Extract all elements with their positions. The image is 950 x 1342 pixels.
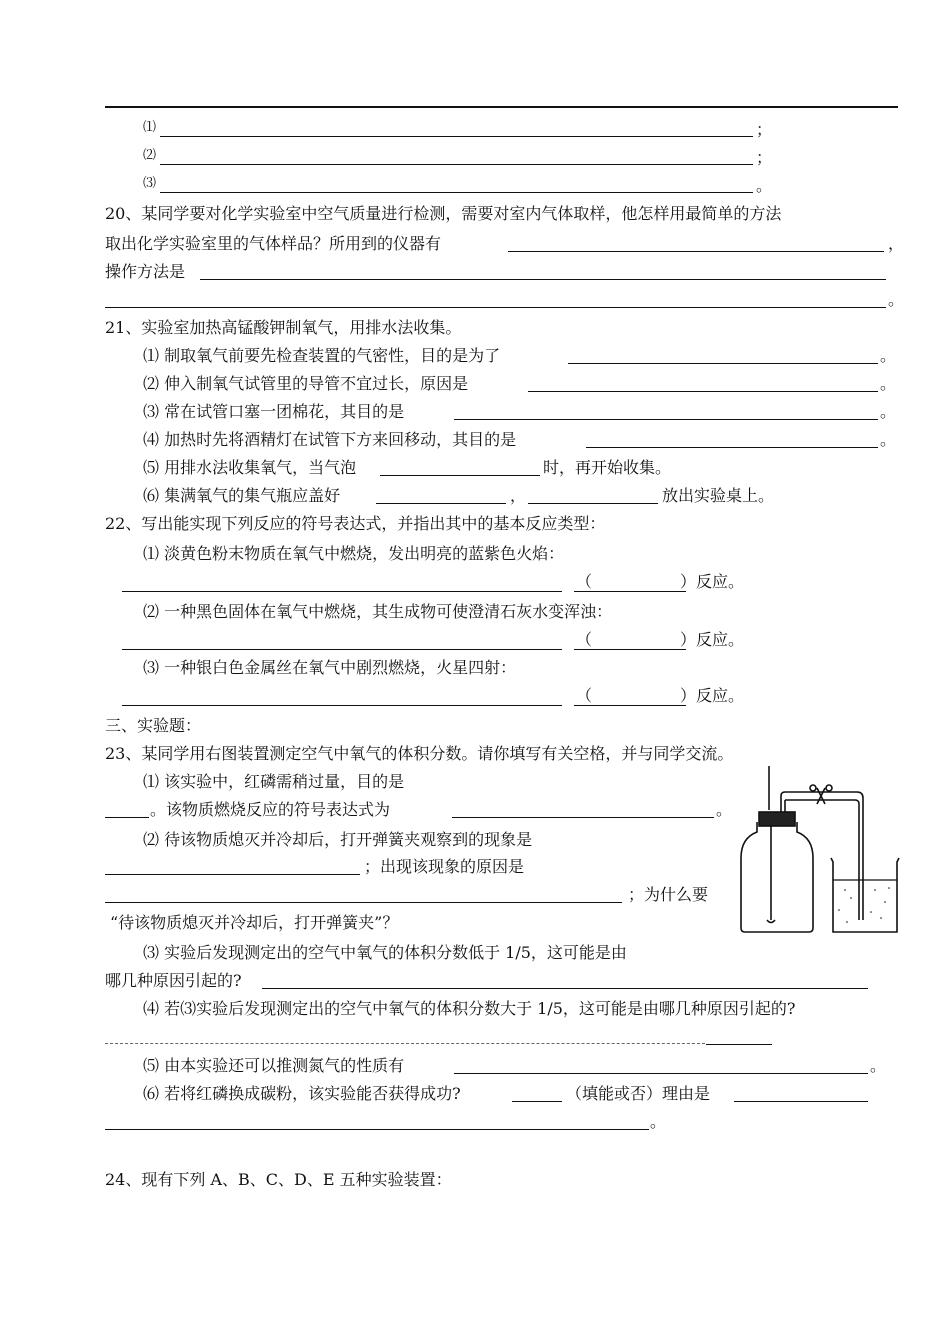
- q22-paren-close-3: ）反应。: [680, 686, 745, 705]
- q23-item-4: ⑷ 若⑶实验后发现测定出的空气中氧气的体积分数大于 1/5，这可能是由哪几种原因引起的?: [143, 999, 796, 1018]
- q20-blank-method-1[interactable]: [200, 279, 886, 280]
- q23-blank-6-reason-1[interactable]: [734, 1101, 868, 1102]
- q23-blank-1a[interactable]: [105, 817, 149, 818]
- q23-blank-4b[interactable]: [706, 1044, 772, 1045]
- q23-item-6-end: 。: [650, 1112, 667, 1131]
- q22-paren-open-3: （: [576, 686, 593, 705]
- q24-title: 24、现有下列 A、B、C、D、E 五种实验装置：: [105, 1170, 452, 1189]
- q21-blank-2[interactable]: [528, 391, 878, 392]
- q22-blank-expr-3[interactable]: [122, 705, 562, 706]
- q22-item-1: ⑴ 淡黄色粉末物质在氧气中燃烧，发出明亮的蓝紫色火焰：: [143, 544, 565, 563]
- q23-item-2c: ；为什么要: [628, 885, 709, 904]
- q21-item-6b: ，: [510, 486, 527, 505]
- q21-item-5a: ⑸ 用排水法收集氧气，当气泡: [143, 458, 357, 477]
- q23-blank-4a[interactable]: [105, 1043, 705, 1044]
- q20-line3: 操作方法是: [105, 262, 186, 281]
- q21-blank-3[interactable]: [454, 419, 878, 420]
- q21-item-6c: 放出实验桌上。: [662, 486, 775, 505]
- item-2-end: ；: [756, 148, 773, 167]
- q23-item-2d: “待该物质熄灭并冷却后，打开弹簧夹”？: [110, 913, 399, 932]
- q23-item-1a: ⑴ 该实验中，红磷需稍过量，目的是: [143, 772, 405, 791]
- q23-blank-1b[interactable]: [452, 817, 714, 818]
- q23-blank-2a[interactable]: [105, 874, 360, 875]
- apparatus-figure: [735, 762, 910, 947]
- q21-blank-5[interactable]: [380, 475, 540, 476]
- q20-line1: 20、某同学要对化学实验室中空气质量进行检测，需要对室内气体取样，他怎样用最简单的方法: [105, 204, 782, 223]
- q23-blank-3[interactable]: [262, 988, 868, 989]
- item-1-label: ⑴: [143, 120, 157, 135]
- q21-item-3: ⑶ 常在试管口塞一团棉花，其目的是: [143, 402, 405, 421]
- q23-title: 23、某同学用右图装置测定空气中氧气的体积分数。请你填写有关空格，并与同学交流。: [105, 744, 734, 763]
- q23-item-1-end: 。: [716, 800, 733, 819]
- q22-item-3: ⑶ 一种银白色金属丝在氧气中剧烈燃烧，火星四射：: [143, 658, 517, 677]
- q21-title: 21、实验室加热高锰酸钾制氧气，用排水法收集。: [105, 318, 462, 337]
- q23-item-1b: 。该物质燃烧反应的符号表达式为: [150, 800, 391, 819]
- q22-blank-expr-1[interactable]: [122, 591, 562, 592]
- q21-item-6a: ⑹ 集满氧气的集气瓶应盖好: [143, 486, 341, 505]
- q23-blank-5[interactable]: [454, 1073, 868, 1074]
- q23-item-3b: 哪几种原因引起的?: [105, 971, 242, 990]
- q22-paren-open-2: （: [576, 630, 593, 649]
- item-3-end: 。: [756, 176, 773, 195]
- q23-item-3a: ⑶ 实验后发现测定出的空气中氧气的体积分数低于 1/5，这可能是由: [143, 943, 627, 962]
- q21-item-1: ⑴ 制取氧气前要先检查装置的气密性，目的是为了: [143, 346, 501, 365]
- q22-item-2: ⑵ 一种黑色固体在氧气中燃烧，其生成物可使澄清石灰水变浑浊：: [143, 602, 613, 621]
- q23-item-2b: ；出现该现象的原因是: [364, 857, 525, 876]
- q22-paren-open-1: （: [576, 572, 593, 591]
- q21-item-4-end: 。: [880, 430, 897, 449]
- q23-item-2a: ⑵ 待该物质熄灭并冷却后，打开弹簧夹观察到的现象是: [143, 830, 533, 849]
- blank-top-3[interactable]: [160, 192, 753, 193]
- q20-line2: 取出化学实验室里的气体样品？所用到的仪器有: [105, 234, 442, 253]
- q23-blank-6-answer[interactable]: [512, 1101, 562, 1102]
- blank-top-1[interactable]: [160, 136, 753, 137]
- q23-item-5: ⑸ 由本实验还可以推测氮气的性质有: [143, 1056, 405, 1075]
- q21-item-4: ⑷ 加热时先将酒精灯在试管下方来回移动，其目的是: [143, 430, 517, 449]
- q22-paren-close-1: ）反应。: [680, 572, 745, 591]
- section-3-heading: 三、实验题：: [105, 716, 202, 735]
- q23-blank-2b[interactable]: [105, 902, 622, 903]
- q23-item-5-end: 。: [870, 1056, 887, 1075]
- q22-paren-close-2: ）反应。: [680, 630, 745, 649]
- q22-title: 22、写出能实现下列反应的符号表达式，并指出其中的基本反应类型：: [105, 514, 606, 533]
- item-3-label: ⑶: [143, 176, 157, 191]
- q22-blank-expr-2[interactable]: [122, 649, 562, 650]
- q21-blank-6a[interactable]: [376, 503, 506, 504]
- q20-line2-end: ，: [888, 234, 905, 253]
- q21-blank-1[interactable]: [568, 363, 878, 364]
- q23-item-6mid: （填能或否）理由是: [566, 1084, 711, 1103]
- top-rule: [105, 106, 898, 108]
- q20-blank-instruments[interactable]: [508, 251, 884, 252]
- q21-item-3-end: 。: [880, 402, 897, 421]
- q20-end: 。: [888, 290, 905, 309]
- item-1-end: ；: [756, 120, 773, 139]
- q21-item-5b: 时，再开始收集。: [543, 458, 672, 477]
- q21-blank-4[interactable]: [586, 447, 878, 448]
- q21-item-1-end: 。: [880, 346, 897, 365]
- item-2-label: ⑵: [143, 148, 157, 163]
- q20-blank-method-2[interactable]: [105, 307, 886, 308]
- q21-item-2-end: 。: [880, 374, 897, 393]
- blank-top-2[interactable]: [160, 164, 753, 165]
- q21-item-2: ⑵ 伸入制氧气试管里的导管不宜过长，原因是: [143, 374, 469, 393]
- q21-blank-6b[interactable]: [528, 503, 658, 504]
- q23-item-6a: ⑹ 若将红磷换成碳粉，该实验能否获得成功?: [143, 1084, 461, 1103]
- q23-blank-6-reason-2[interactable]: [105, 1129, 649, 1130]
